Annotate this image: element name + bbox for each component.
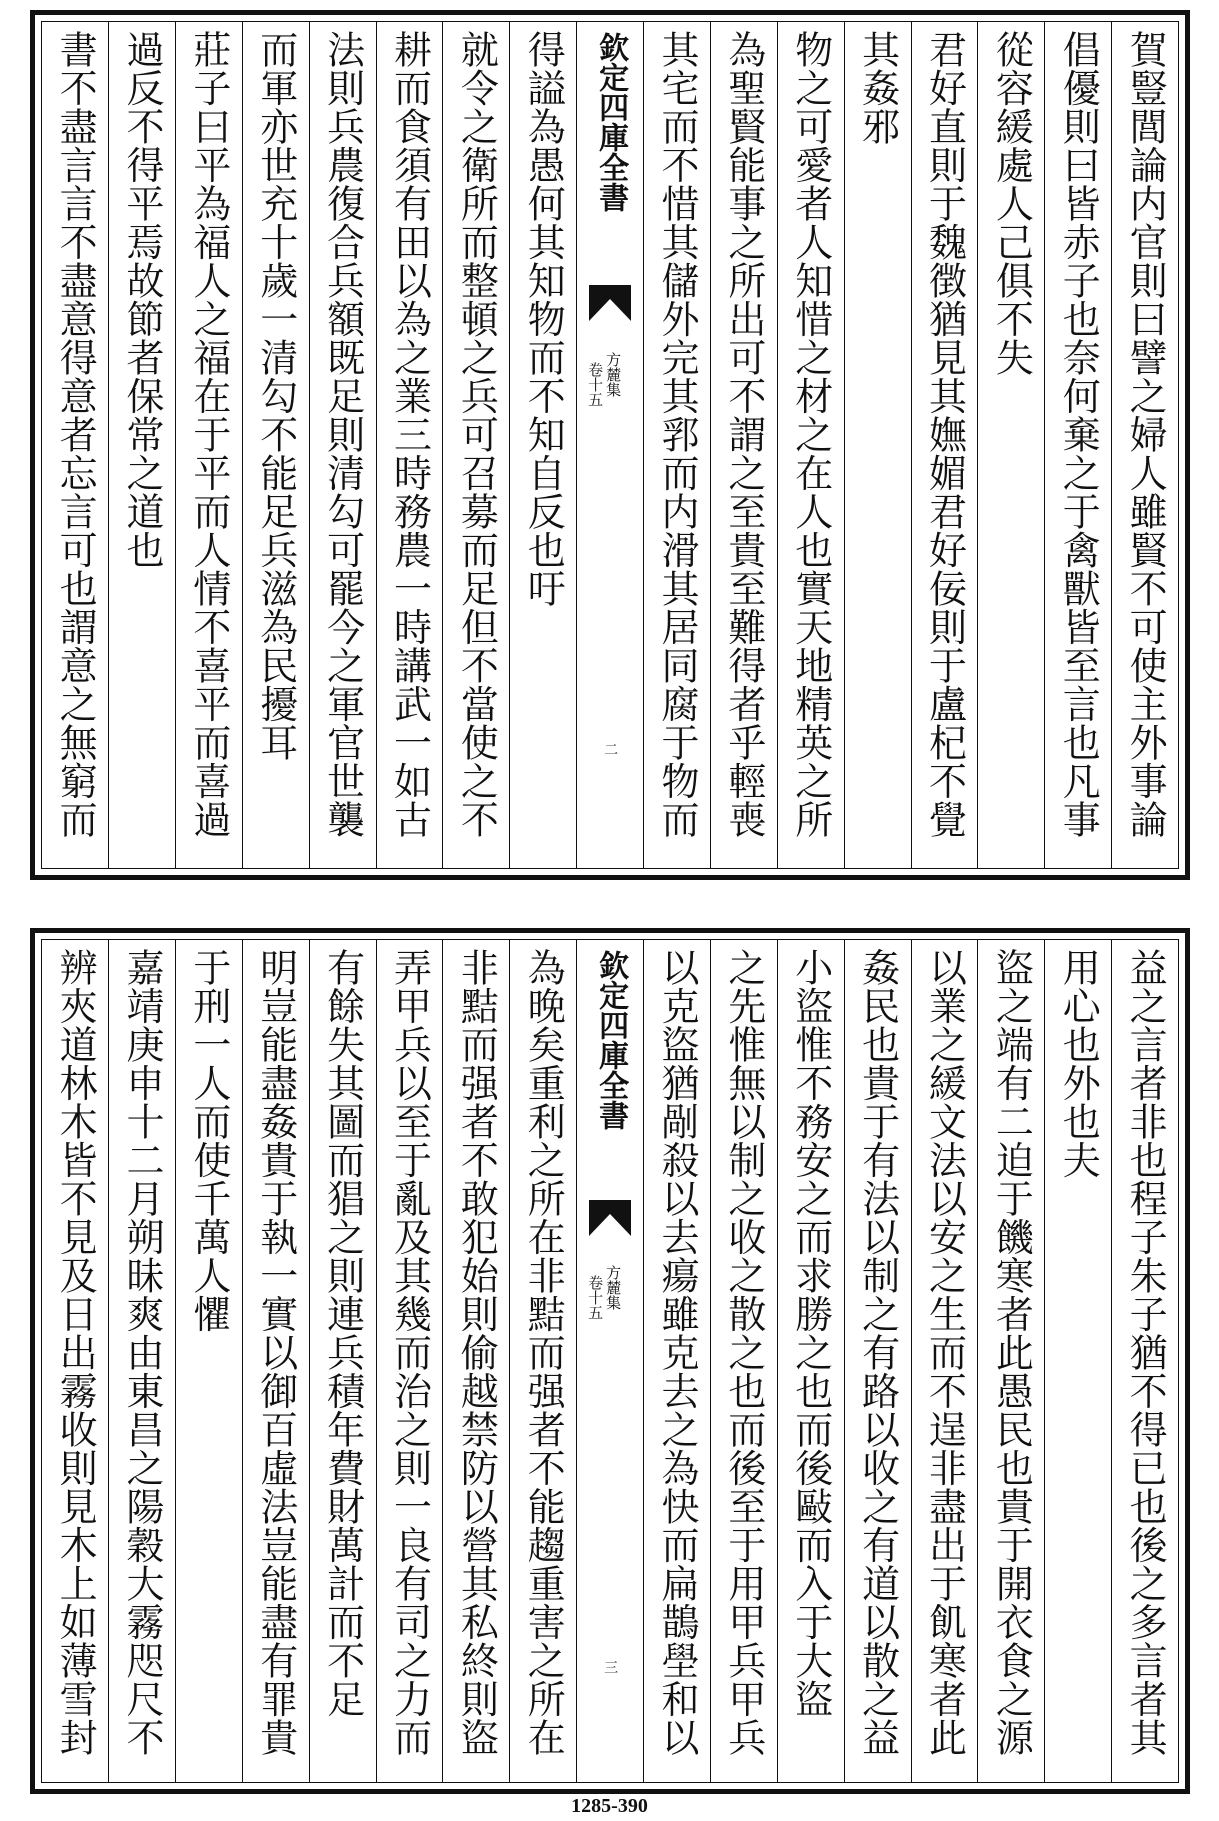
fish-tail-icon [589,1200,631,1236]
column-text: 為晚矣重利之所在非黠而强者不能趨重害之所在 [521,948,566,1757]
center-fold-column [576,940,643,1782]
book-title: 欽定四庫全書 [593,950,629,1130]
column-text: 法則兵農復合兵額既足則清勾可罷今之軍官世襲 [320,30,365,839]
text-column [309,940,376,1782]
page-number: 二 [602,742,619,756]
page-number: 三 [602,1660,619,1674]
column-text: 為聖賢能事之所出可不謂之至貴至難得者乎輕喪 [721,30,766,839]
text-column [175,22,242,868]
text-column [710,22,777,868]
column-text: 耕而食須有田以為之業三時務農一時講武一如古 [387,30,432,839]
volume-label: 卷十五 [586,1275,605,1320]
column-text: 辨夾道林木皆不見及日出霧收則見木上如薄雪封 [53,948,98,1757]
book-name: 方麓集 [604,352,623,397]
text-column [1111,22,1178,868]
column-text: 倡優則曰皆赤子也奈何棄之于禽獸皆至言也凡事 [1056,30,1101,839]
text-column [309,22,376,868]
text-column [643,940,710,1782]
text-column [42,22,108,868]
text-column [911,940,978,1782]
text-column [42,940,108,1782]
text-column [844,22,911,868]
column-text: 從容緩處人己俱不失 [989,30,1034,377]
page-inner-frame [41,21,1179,869]
text-column [1044,22,1111,868]
column-text: 姦民也貴于有法以制之有路以收之有道以散之益 [855,948,900,1757]
column-text: 書不盡言言不盡意得意者忘言可也謂意之無窮而 [53,30,98,839]
column-text: 而軍亦世充十歲一清勾不能足兵滋為民擾耳 [253,30,298,762]
text-column [977,22,1044,868]
text-column [844,940,911,1782]
text-column [442,940,509,1782]
text-columns [42,940,1178,1782]
column-text: 弄甲兵以至于亂及其幾而治之則一良有司之力而 [387,948,432,1757]
column-text: 其宅而不惜其儲外完其郛而内滑其居同腐于物而 [654,30,699,839]
book-page-top [30,10,1190,880]
column-text: 以業之緩文法以安之生而不逞非盡出于飢寒者此 [922,948,967,1757]
column-text: 以克盜猶剮殺以去瘍雖克去之為快而扁鵲壆和以 [654,948,699,1757]
book-name: 方麓集 [604,1265,623,1310]
column-text: 于刑一人而使千萬人懼 [186,948,231,1333]
text-columns [42,22,1178,868]
text-column [108,22,175,868]
column-text: 其姦邪 [855,30,900,146]
text-column [442,22,509,868]
text-column [509,940,576,1782]
text-column [242,940,309,1782]
column-text: 非黠而强者不敢犯始則偷越禁防以營其私終則盜 [454,948,499,1757]
column-text: 君好直則于魏徴猶見其嫵媚君好佞則于盧杞不覺 [922,30,967,839]
column-text: 盜之端有二迫于饑寒者此愚民也貴于開衣食之源 [989,948,1034,1757]
column-text: 小盜惟不務安之而求勝之也而後敺而入于大盜 [788,948,833,1718]
book-title: 欽定四庫全書 [593,32,629,212]
column-text: 用心也外也夫 [1056,948,1101,1179]
text-column [643,22,710,868]
text-column [710,940,777,1782]
column-text: 得謚為愚何其知物而不知自反也吁 [521,30,566,608]
column-text: 之先惟無以制之收之散之也而後至于用甲兵甲兵 [721,948,766,1757]
column-text: 過反不得平焉故節者保常之道也 [119,30,164,569]
text-column [1044,940,1111,1782]
text-column [108,940,175,1782]
column-text: 明豈能盡姦貴于執一實以御百虛法豈能盡有罪貴 [253,948,298,1757]
text-column [777,22,844,868]
book-page-bottom [30,928,1190,1794]
column-text: 賀豎閭論内官則曰譬之婦人雖賢不可使主外事論 [1123,30,1168,839]
fish-tail-icon [589,285,631,321]
text-column [977,940,1044,1782]
column-text: 益之言者非也程子朱子猶不得已也後之多言者其 [1123,948,1168,1757]
column-text: 莊子曰平為福人之福在于平而人情不喜平而喜過 [186,30,231,839]
text-column [911,22,978,868]
text-column [777,940,844,1782]
page-code: 1285-390 [571,1795,648,1817]
column-text: 物之可愛者人知惜之材之在人也實天地精英之所 [788,30,833,839]
center-fold-column [576,22,643,868]
text-column [1111,940,1178,1782]
text-column [175,940,242,1782]
text-column [376,940,443,1782]
column-text: 有餘失其圖而猖之則連兵積年費財萬計而不足 [320,948,365,1718]
text-column [376,22,443,868]
text-column [509,22,576,868]
volume-label: 卷十五 [586,362,605,407]
column-text: 嘉靖庚申十二月朔昧爽由東昌之陽穀大霧咫尺不 [119,948,164,1757]
column-text: 就令之衛所而整頓之兵可召募而足但不當使之不 [454,30,499,839]
text-column [242,22,309,868]
page-inner-frame [41,939,1179,1783]
